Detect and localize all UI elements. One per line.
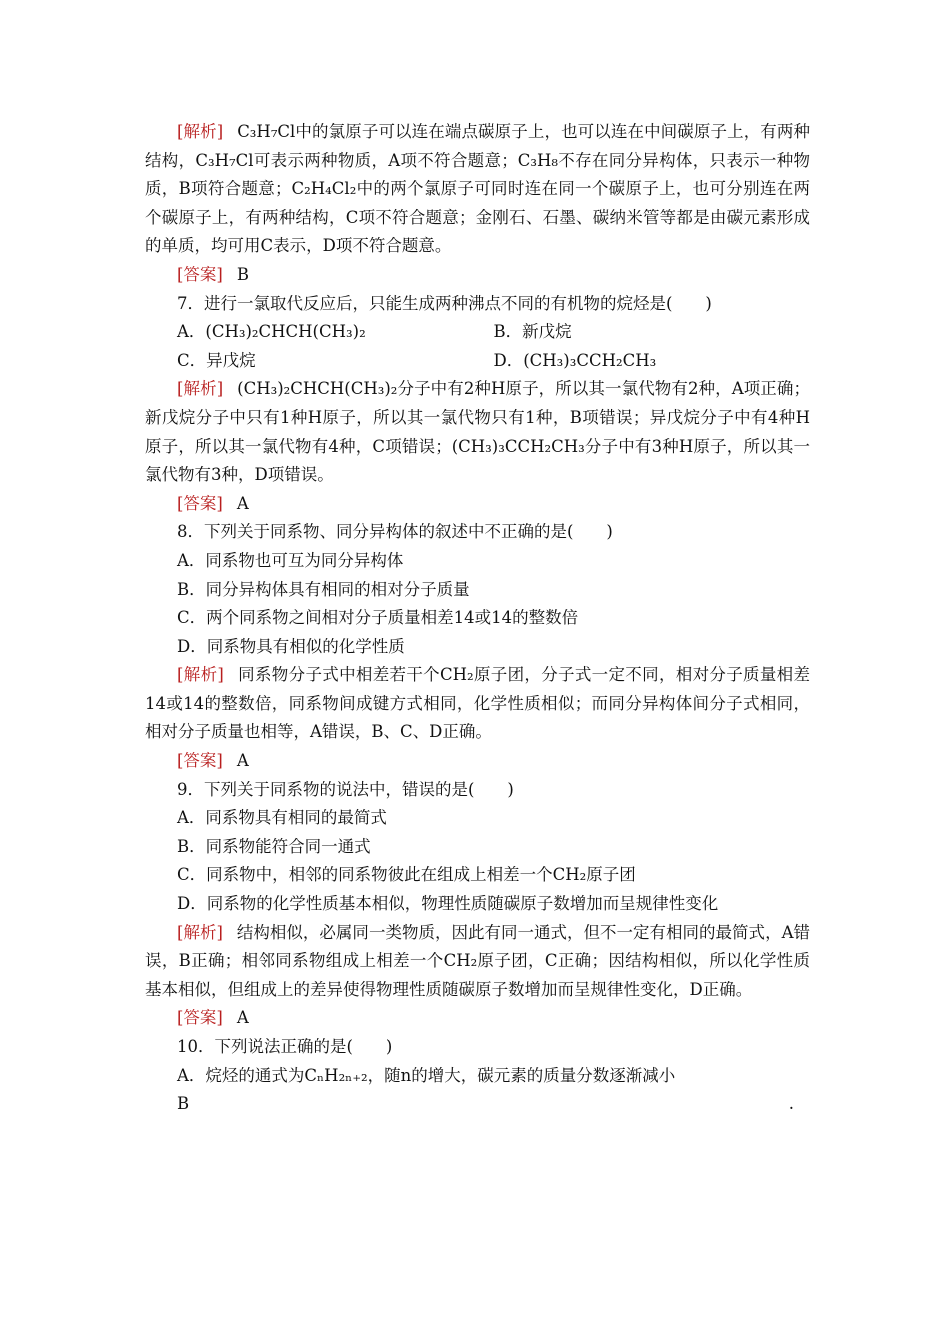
q8-analysis-text: 同系物分子式中相差若干个CH₂原子团，分子式一定不同，相对分子质量相差14或14的整数倍，同系物间成键方式相同，化学性质相似；而同分异构体间分子式相同，相对分子质量也相等，A错误，B、C、D正确。	[145, 665, 810, 742]
q6-answer	[145, 261, 810, 290]
q8-option-a: A．同系物也可互为同分异构体	[177, 550, 404, 570]
analysis-tag: [解析]	[177, 122, 224, 141]
analysis-tag: [解析]	[177, 922, 223, 942]
q7-option-a: A．(CH₃)₂CHCH(CH₃)₂	[177, 322, 366, 342]
q9-answer	[145, 1004, 810, 1033]
document-page	[145, 118, 810, 1119]
q8-option-b: B．同分异构体具有相同的相对分子质量	[177, 579, 470, 599]
q6-analysis-text: C₃H₇Cl中的氯原子可以连在端点碳原子上，也可以连在中间碳原子上，有两种结构，C₃H₇Cl可表示两种物质，A项不符合题意；C₃H₈不存在同分异构体，只表示一种物质，B项符合题意；C₂H₄Cl₂中的两个氯原子可同时连在同一个碳原子上，也可分别连在两个碳原子上，有两种结构，C项不符合题意；金刚石、石墨、碳纳米管等都是由碳元素形成的单质，均可用C表示，D项不符合题意。	[145, 122, 810, 256]
q7-analysis	[145, 375, 810, 489]
q7-analysis-text: (CH₃)₂CHCH(CH₃)₂分子中有2种H原子，所以其一氯代物有2种，A项正确；新戊烷分子中只有1种H原子，所以其一氯代物只有1种，B项错误；异戊烷分子中有4种H原子，所以其一氯代物有4种，C项错误；(CH₃)₃CCH₂CH₃分子中有3种H原子，所以其一氯代物有3种，D项错误。	[145, 379, 810, 485]
q6-analysis	[145, 118, 810, 261]
q7-options-row-1	[145, 318, 810, 347]
q7-option-d: D．(CH₃)₃CCH₂CH₃	[493, 350, 657, 370]
q10-option-a: A．烷烃的通式为CₙH₂ₙ₊₂，随n的增大，碳元素的质量分数逐渐减小	[177, 1065, 676, 1085]
q10-trailing-dot: .	[788, 1094, 794, 1114]
q10-option-b: B	[177, 1094, 190, 1114]
q9-stem: 9．下列关于同系物的说法中，错误的是( )	[177, 779, 514, 799]
q9-analysis-text: 结构相似，必属同一类物质，因此有同一通式，但不一定有相同的最简式，A错误，B正确；相邻同系物组成上相差一个CH₂原子团，C正确；因结构相似，所以化学性质基本相似，但组成上的差异使得物理性质随碳原子数增加而呈规律性变化，D正确。	[145, 922, 810, 999]
q9-option-a: A．同系物具有相同的最简式	[177, 808, 387, 828]
q7-answer-value: A	[236, 493, 249, 513]
analysis-tag: [解析]	[177, 665, 224, 685]
q8-answer	[145, 747, 810, 776]
q8-option-c: C．两个同系物之间相对分子质量相差14或14的整数倍	[177, 608, 579, 628]
q9-answer-value: A	[236, 1008, 249, 1028]
q7-option-c: C．异戊烷	[177, 350, 256, 370]
analysis-tag: [解析]	[177, 379, 224, 399]
q10-option-b-row	[145, 1090, 810, 1119]
q6-answer-value: B	[236, 264, 250, 284]
answer-tag: [答案]	[177, 493, 223, 513]
q7-options-row-2	[145, 347, 810, 376]
q9-option-d: D．同系物的化学性质基本相似，物理性质随碳原子数增加而呈规律性变化	[177, 894, 719, 914]
q8-analysis	[145, 661, 810, 747]
q9-option-c: C．同系物中，相邻的同系物彼此在组成上相差一个CH₂原子团	[177, 865, 636, 885]
q7-option-b: B．新戊烷	[493, 322, 572, 342]
q8-option-d: D．同系物具有相似的化学性质	[177, 636, 405, 656]
q8-answer-value: A	[236, 751, 249, 771]
q8-stem: 8．下列关于同系物、同分异构体的叙述中不正确的是( )	[177, 522, 613, 542]
q7-answer	[145, 490, 810, 519]
q9-analysis	[145, 919, 810, 1005]
q7-stem: 7．进行一氯取代反应后，只能生成两种沸点不同的有机物的烷烃是( )	[177, 293, 712, 313]
q9-option-b: B．同系物能符合同一通式	[177, 836, 371, 856]
answer-tag: [答案]	[177, 1008, 223, 1028]
answer-tag: [答案]	[177, 264, 223, 284]
q10-stem: 10．下列说法正确的是( )	[177, 1037, 393, 1056]
answer-tag: [答案]	[177, 751, 223, 771]
